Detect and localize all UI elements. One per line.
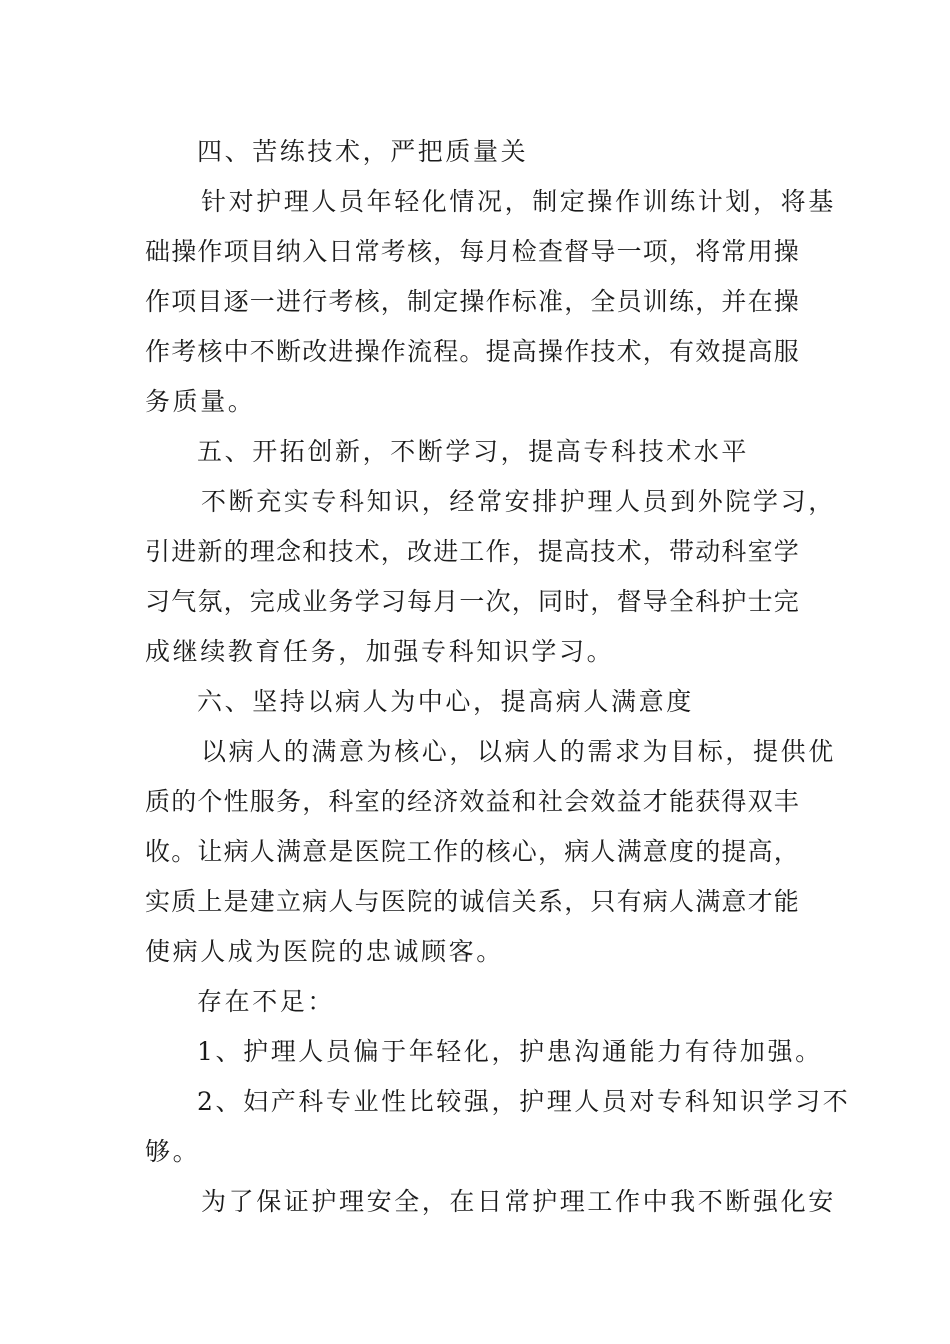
- paragraph-line: 以病人的满意为核心，以病人的需求为目标，提供优: [201, 737, 836, 766]
- section-heading-5: 五、开拓创新，不断学习，提高专科技术水平: [197, 437, 750, 466]
- section-heading-6: 六、坚持以病人为中心，提高病人满意度: [197, 687, 694, 716]
- paragraph-line: 使病人成为医院的忠诚顾客。: [145, 937, 504, 966]
- paragraph-line: 务质量。: [145, 387, 256, 416]
- paragraph-line: 成继续教育任务，加强专科知识学习。: [145, 637, 615, 666]
- section-heading-4: 四、苦练技术，严把质量关: [197, 137, 529, 166]
- paragraph-line: 实质上是建立病人与医院的诚信关系，只有病人满意才能: [145, 887, 801, 916]
- paragraph-line: 引进新的理念和技术，改进工作，提高技术，带动科室学: [145, 537, 801, 566]
- paragraph-line: 质的个性服务，科室的经济效益和社会效益才能获得双丰: [145, 787, 801, 816]
- paragraph-line: 针对护理人员年轻化情况，制定操作训练计划，将基: [201, 187, 836, 216]
- paragraph-line: 作考核中不断改进操作流程。提高操作技术，有效提高服: [145, 337, 801, 366]
- paragraph-line: 础操作项目纳入日常考核，每月检查督导一项，将常用操: [145, 237, 801, 266]
- paragraph-line: 为了保证护理安全，在日常护理工作中我不断强化安: [201, 1187, 836, 1216]
- paragraph-line: 不断充实专科知识，经常安排护理人员到外院学习，: [201, 487, 836, 516]
- paragraph-line: 作项目逐一进行考核，制定操作标准，全员训练，并在操: [145, 287, 801, 316]
- paragraph-line: 习气氛，完成业务学习每月一次，同时，督导全科护士完: [145, 587, 801, 616]
- paragraph-line: 够。: [145, 1137, 201, 1166]
- shortcoming-item-1: 1、护理人员偏于年轻化，护患沟通能力有待加强。: [197, 1037, 823, 1066]
- paragraph-line: 收。让病人满意是医院工作的核心，病人满意度的提高，: [145, 837, 801, 866]
- shortcoming-item-2: 2、妇产科专业性比较强，护理人员对专科知识学习不: [197, 1087, 851, 1116]
- shortcomings-heading: 存在不足：: [197, 987, 336, 1016]
